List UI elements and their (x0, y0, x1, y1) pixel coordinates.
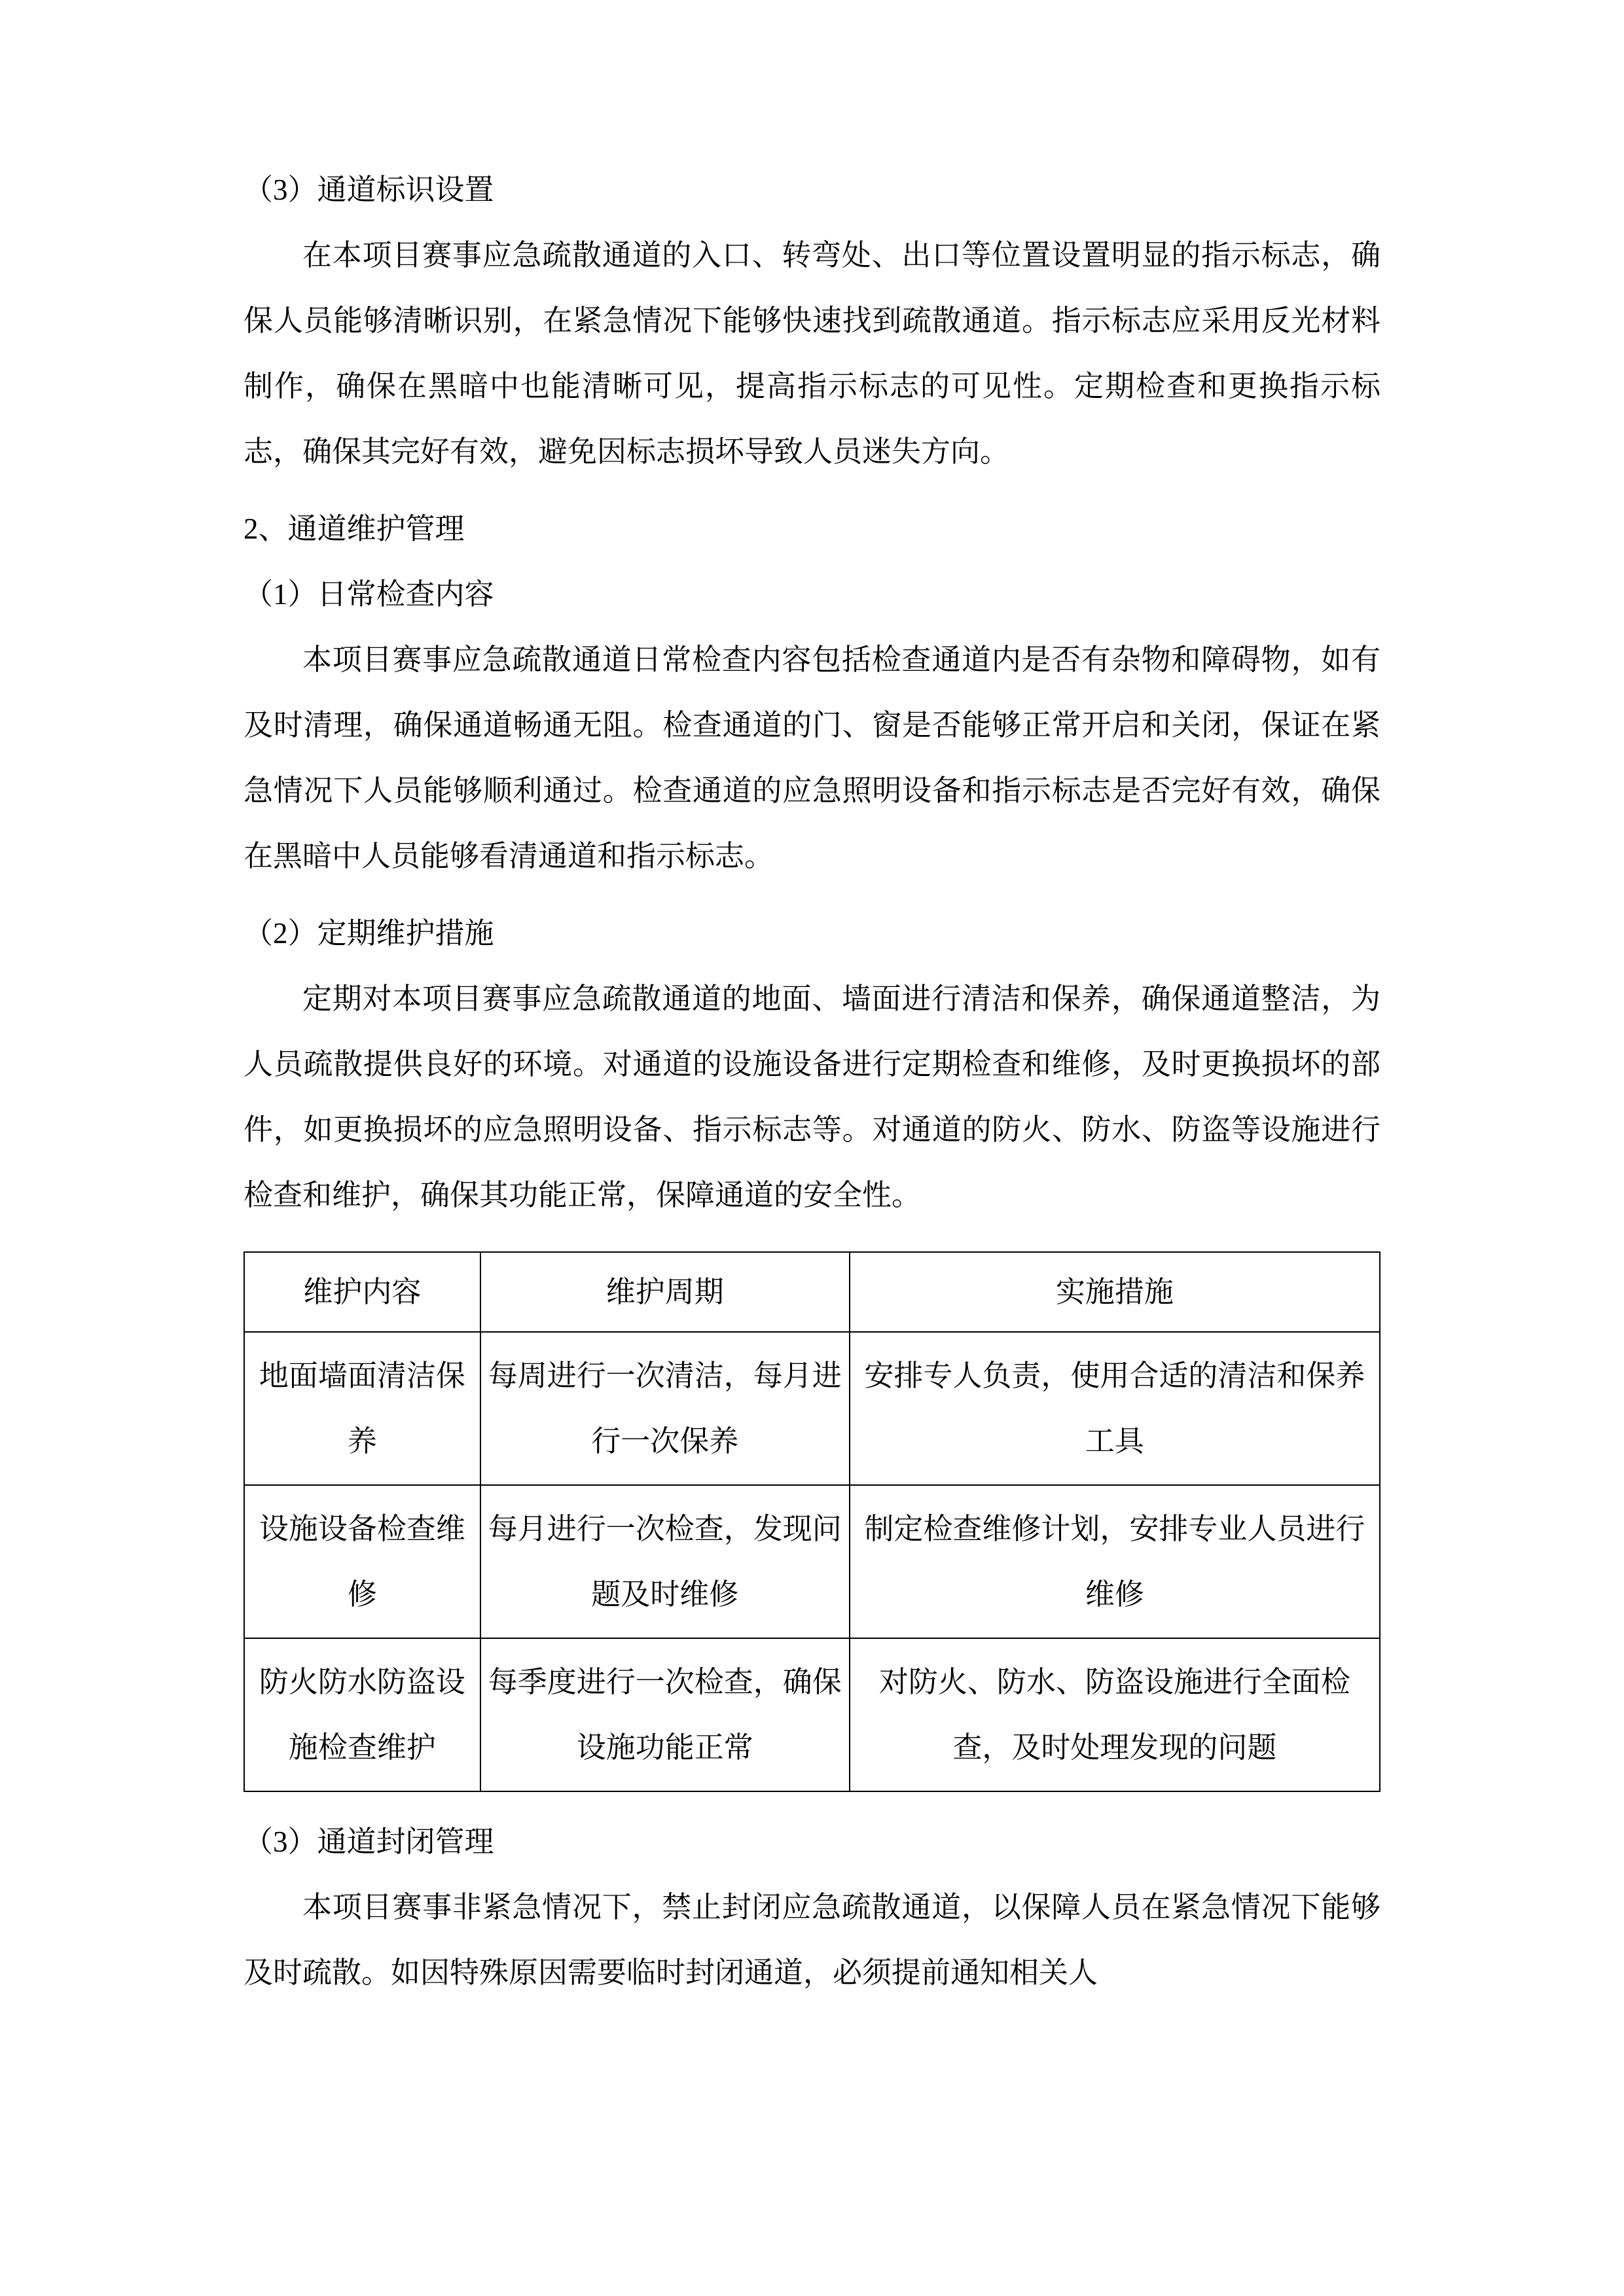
heading-daily-check: （1）日常检查内容 (244, 578, 494, 611)
heading-closure-management: （3）通道封闭管理 (244, 1825, 494, 1858)
table-cell-content: 防火防水防盗设施检查维护 (244, 1638, 480, 1791)
table-header-row (244, 1252, 1380, 1332)
table-row (244, 1332, 1380, 1485)
paragraph-daily-check: 本项目赛事应急疏散通道日常检查内容包括检查通道内是否有杂物和障碍物，如有及时清理，确保通道畅通无阻。检查通道的门、窗是否能够正常开启和关闭，保证在紧急情况下人员能够顺利通过。检查通道的应急照明设备和指示标志是否完好有效，确保在黑暗中人员能够看清通道和指示标志。 (244, 643, 1380, 872)
paragraph-periodic-maintenance: 定期对本项目赛事应急疏散通道的地面、墙面进行清洁和保养，确保通道整洁，为人员疏散提供良好的环境。对通道的设施设备进行定期检查和维修，及时更换损坏的部件，如更换损坏的应急照明设备、指示标志等。对通道的防火、防水、防盗等设施进行检查和维护，确保其功能正常，保障通道的安全性。 (244, 982, 1380, 1211)
heading-sign-setup: （3）通道标识设置 (244, 173, 494, 206)
table-cell-cycle: 每月进行一次检查，发现问题及时维修 (480, 1485, 850, 1638)
table-cell-measures: 制定检查维修计划，安排专业人员进行维修 (850, 1485, 1380, 1638)
table-header-maintenance-content: 维护内容 (244, 1252, 480, 1332)
maintenance-table (244, 1251, 1380, 1792)
table-cell-content: 地面墙面清洁保养 (244, 1332, 480, 1485)
table-cell-measures: 安排专人负责，使用合适的清洁和保养工具 (850, 1332, 1380, 1485)
table-cell-cycle: 每季度进行一次检查，确保设施功能正常 (480, 1638, 850, 1791)
heading-periodic-maintenance: （2）定期维护措施 (244, 917, 494, 950)
table-row (244, 1485, 1380, 1638)
paragraph-sign-setup: 在本项目赛事应急疏散通道的入口、转弯处、出口等位置设置明显的指示标志，确保人员能够清晰识别，在紧急情况下能够快速找到疏散通道。指示标志应采用反光材料制作，确保在黑暗中也能清晰可见，提高指示标志的可见性。定期检查和更换指示标志，确保其完好有效，避免因标志损坏导致人员迷失方向。 (244, 239, 1380, 468)
table-header-implementation-measures: 实施措施 (850, 1252, 1380, 1332)
paragraph-closure-management: 本项目赛事非紧急情况下，禁止封闭应急疏散通道，以保障人员在紧急情况下能够及时疏散。如因特殊原因需要临时封闭通道，必须提前通知相关人 (244, 1891, 1380, 1989)
table-cell-content: 设施设备检查维修 (244, 1485, 480, 1638)
table-cell-cycle: 每周进行一次清洁，每月进行一次保养 (480, 1332, 850, 1485)
heading-maintenance-management: 2、通道维护管理 (244, 512, 465, 545)
table-row (244, 1638, 1380, 1791)
table-cell-measures: 对防火、防水、防盗设施进行全面检查，及时处理发现的问题 (850, 1638, 1380, 1791)
table-header-maintenance-cycle: 维护周期 (480, 1252, 850, 1332)
